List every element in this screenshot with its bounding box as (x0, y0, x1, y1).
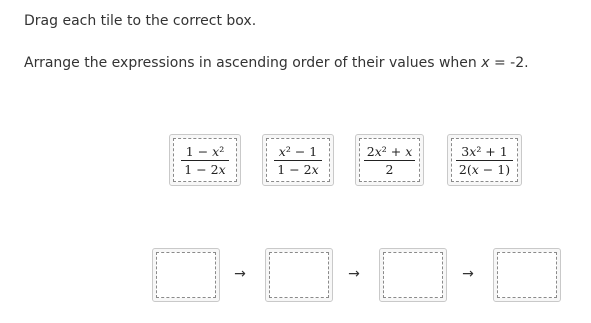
answer-drop-box-3[interactable] (379, 248, 447, 302)
numerator (276, 144, 320, 159)
math-variable: x (374, 143, 382, 159)
fraction-bar (274, 160, 321, 161)
answer-drop-box-4[interactable] (493, 248, 561, 302)
numerator (364, 144, 416, 159)
drop-area (383, 252, 443, 298)
fraction (364, 144, 416, 177)
answer-drop-box-1[interactable] (152, 248, 220, 302)
math-variable: x (469, 143, 477, 159)
denominator (456, 162, 513, 177)
math-text: 1 − (185, 143, 213, 159)
right-arrow-icon: → (348, 266, 360, 282)
drop-area (269, 252, 329, 298)
math-text: ² (219, 143, 225, 159)
math-text: 2( (458, 161, 472, 177)
fraction (456, 144, 513, 177)
drop-area (497, 252, 557, 298)
numerator (458, 144, 510, 159)
fraction-bar (181, 160, 228, 161)
fraction (274, 144, 321, 177)
drop-area (156, 252, 216, 298)
tile-content (359, 138, 420, 182)
numerator (183, 144, 227, 159)
math-variable: x (471, 161, 479, 177)
tile-content (266, 138, 330, 182)
math-text: − 1) (478, 161, 511, 177)
expression-tile[interactable] (262, 134, 334, 186)
tile-content (451, 138, 518, 182)
expression-tile[interactable] (355, 134, 424, 186)
fraction-bar (364, 160, 416, 161)
denominator (274, 162, 321, 177)
right-arrow-icon: → (234, 266, 246, 282)
math-text: 1 − 2 (184, 161, 219, 177)
instruction-arrange-text: Arrange the expressions in ascending order of their values when (24, 55, 482, 71)
math-variable: x (218, 161, 226, 177)
math-text: ² + 1 (476, 143, 508, 159)
denominator (181, 162, 228, 177)
fraction (181, 144, 228, 177)
tile-content (173, 138, 237, 182)
instruction-arrange (24, 54, 529, 72)
math-text: ² + (381, 143, 406, 159)
denominator (383, 162, 397, 177)
expression-tile[interactable] (169, 134, 241, 186)
math-text: ² − 1 (285, 143, 318, 159)
math-variable: x (405, 143, 413, 159)
math-variable: x (278, 143, 286, 159)
answer-drop-box-2[interactable] (265, 248, 333, 302)
instruction-variable: x (481, 55, 490, 71)
instruction-value: = -2. (489, 55, 529, 71)
fraction-bar (456, 160, 513, 161)
instruction-drag: Drag each tile to the correct box. (24, 13, 257, 29)
math-variable: x (311, 161, 319, 177)
expression-tile[interactable] (447, 134, 522, 186)
math-text: 3 (461, 143, 470, 159)
right-arrow-icon: → (462, 266, 474, 282)
math-text: 1 − 2 (277, 161, 312, 177)
math-variable: x (212, 143, 220, 159)
math-text: 2 (366, 143, 375, 159)
math-text: 2 (385, 161, 394, 177)
